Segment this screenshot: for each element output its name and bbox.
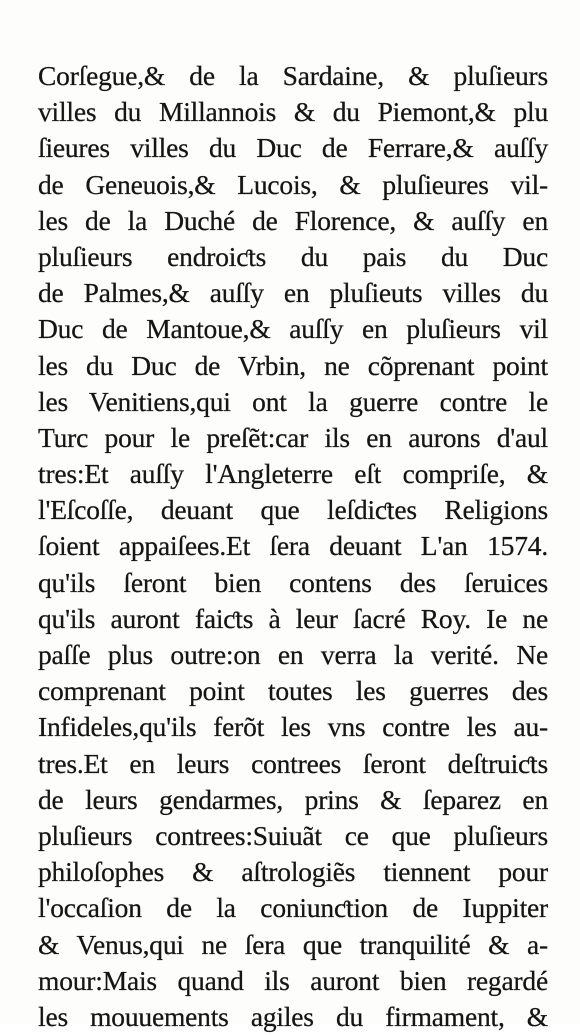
text-line-24: l'occaſion de la coniunƈtion de Iuppiter xyxy=(38,892,548,924)
text-line-21: de leurs gendarmes, prins & ſeparez en xyxy=(38,783,548,815)
text-line-17: paſſe plus outre:on en verra la verité. Ne xyxy=(38,639,548,670)
text-line-2: villes du Millannois & du Piemont,& plu xyxy=(38,96,548,128)
text-line-19: Infideles,qu'ils ferõt les vns contre les au- xyxy=(38,711,548,743)
text-line-6: pluſieurs endroiƈts du pais du Duc xyxy=(38,240,548,272)
text-line-3: ſieures villes du Duc de Ferrare,& auſſy xyxy=(38,132,548,164)
text-line-12: tres:Et auſſy l'Angleterre eſt compriſe, & xyxy=(38,458,548,490)
text-line-1: Corſegue,& de la Sardaine, & pluſieurs xyxy=(38,60,548,91)
text-line-16: qu'ils auront faiƈts à leur ſacré Roy. Ie ne xyxy=(38,602,548,634)
text-line-9: les du Duc de Vrbin, ne cõprenant point xyxy=(38,349,548,381)
text-line-5: les de la Duché de Florence, & auſſy en xyxy=(38,204,548,236)
text-line-11: Turc pour le preſẽt:car ils en aurons d'aul xyxy=(38,421,548,453)
text-line-10: les Venitiens,qui ont la guerre contre le xyxy=(38,385,548,417)
text-line-27: les mouuements agiles du firmament, & xyxy=(38,1000,548,1032)
text-line-20: tres.Et en leurs contrees ſeront deſtruiƈts xyxy=(38,747,548,779)
text-line-26: mour:Mais quand ils auront bien regardé xyxy=(38,964,548,996)
text-line-7: de Palmes,& auſſy en pluſieuts villes du xyxy=(38,277,548,309)
text-line-13: l'Eſcoſſe, deuant que leſdiƈtes Religions xyxy=(38,494,548,526)
text-line-8: Duc de Mantoue,& auſſy en pluſieurs vil xyxy=(38,313,548,345)
text-line-15: qu'ils ſeront bien contens des ſeruices xyxy=(38,566,548,598)
text-line-4: de Geneuois,& Lucois, & pluſieures vil- xyxy=(38,168,548,200)
text-line-25: & Venus,qui ne ſera que tranquilité & a- xyxy=(38,928,548,960)
text-line-22: pluſieurs contrees:Suiuãt ce que pluſieurs xyxy=(38,819,548,851)
text-line-18: comprenant point toutes les guerres des xyxy=(38,675,548,707)
body-text xyxy=(38,58,548,1035)
text-line-23: philoſophes & aſtrologiẽs tiennent pour xyxy=(38,856,548,888)
text-line-14: ſoient appaiſees.Et ſera deuant L'an 1574. xyxy=(38,530,548,562)
